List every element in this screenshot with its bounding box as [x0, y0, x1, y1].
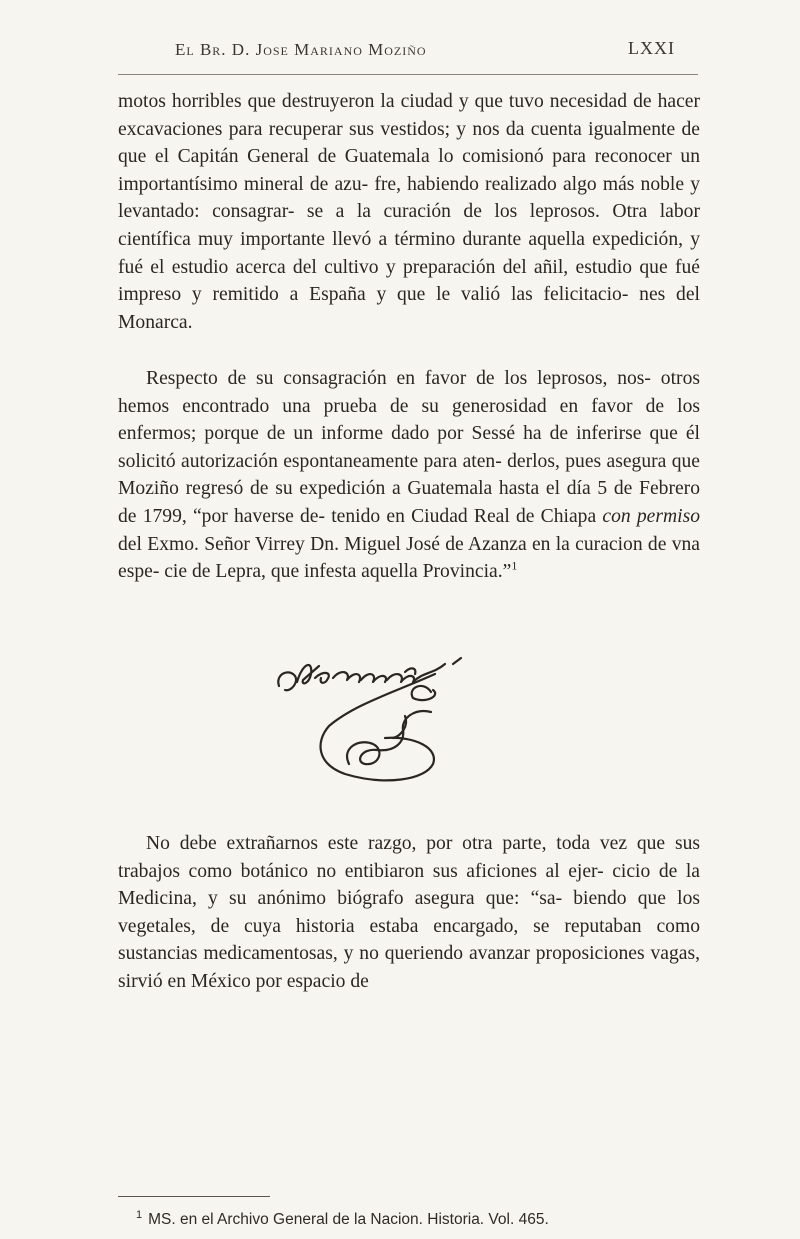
signature-flourish [255, 652, 485, 812]
page-number: LXXI [628, 38, 675, 58]
italic-phrase: con permiso [602, 505, 700, 527]
footnote-text: MS. en el Archivo General de la Nacion. Historia. Vol. 465. [148, 1211, 549, 1229]
footnote-number: 1 [136, 1209, 143, 1221]
running-head [175, 34, 675, 64]
paragraph-1-text: motos horribles que destruyeron la ciudad y que tuvo necesidad de hacer excavaciones para recuperar sus vestidos; y nos da cuenta igualmente de que el Capitán General de Guatemala lo comisionó para reconocer un importantísimo mineral de azu- fre, habiendo realizado algo más noble y levantado: consagrar- se a la curación de los leprosos. Otra labor científica muy importante llevó a término durante aquella expedición, y fué el estudio acerca del cultivo y preparación del añil, estudio que fué impreso y remitido a España y que le valió las felicitacio- nes del Monarca. [118, 91, 701, 333]
paragraph-1 [118, 88, 700, 336]
footnote-ref: 1 [511, 558, 518, 573]
header-rule [118, 74, 698, 75]
footnote-rule [118, 1196, 270, 1197]
running-head-title: El Br. D. Jose Mariano Moziño [175, 40, 427, 59]
paragraph-3 [118, 830, 700, 996]
paragraph-2-text: Respecto de su consagración en favor de los leprosos, nos- otros hemos encontrado una prueba de su generosidad en favor de los enfermos; porque de un informe dado por Sessé ha de inferirse que él solicitó autorización espontaneamente para aten- derlos, pues asegura que Moziño regresó de su expedición a Guatemala hasta el día 5 de Febrero de 1799, “por haverse de- tenido en Ciudad Real de Chiapa con permiso del Exmo. Señor Virrey Dn. Miguel José de Azanza en la curacion de vna espe- cie de Lepra, que infesta aquella Provincia.”$^1$ [118, 368, 700, 583]
paragraph-3-text: No debe extrañarnos este razgo, por otra parte, toda vez que sus trabajos como botánico no entibiaron sus aficiones al ejer- cicio de la Medicina, y su anónimo biógrafo asegura que: “sa- biendo que los vegetales, de cuya historia estaba encargado, se reputaban como sustancias medicamentosas, y no queriendo avanzar proposiciones vagas, sirvió en México por espacio de [118, 833, 700, 992]
footnote [136, 1204, 716, 1231]
paragraph-2 [118, 365, 700, 586]
